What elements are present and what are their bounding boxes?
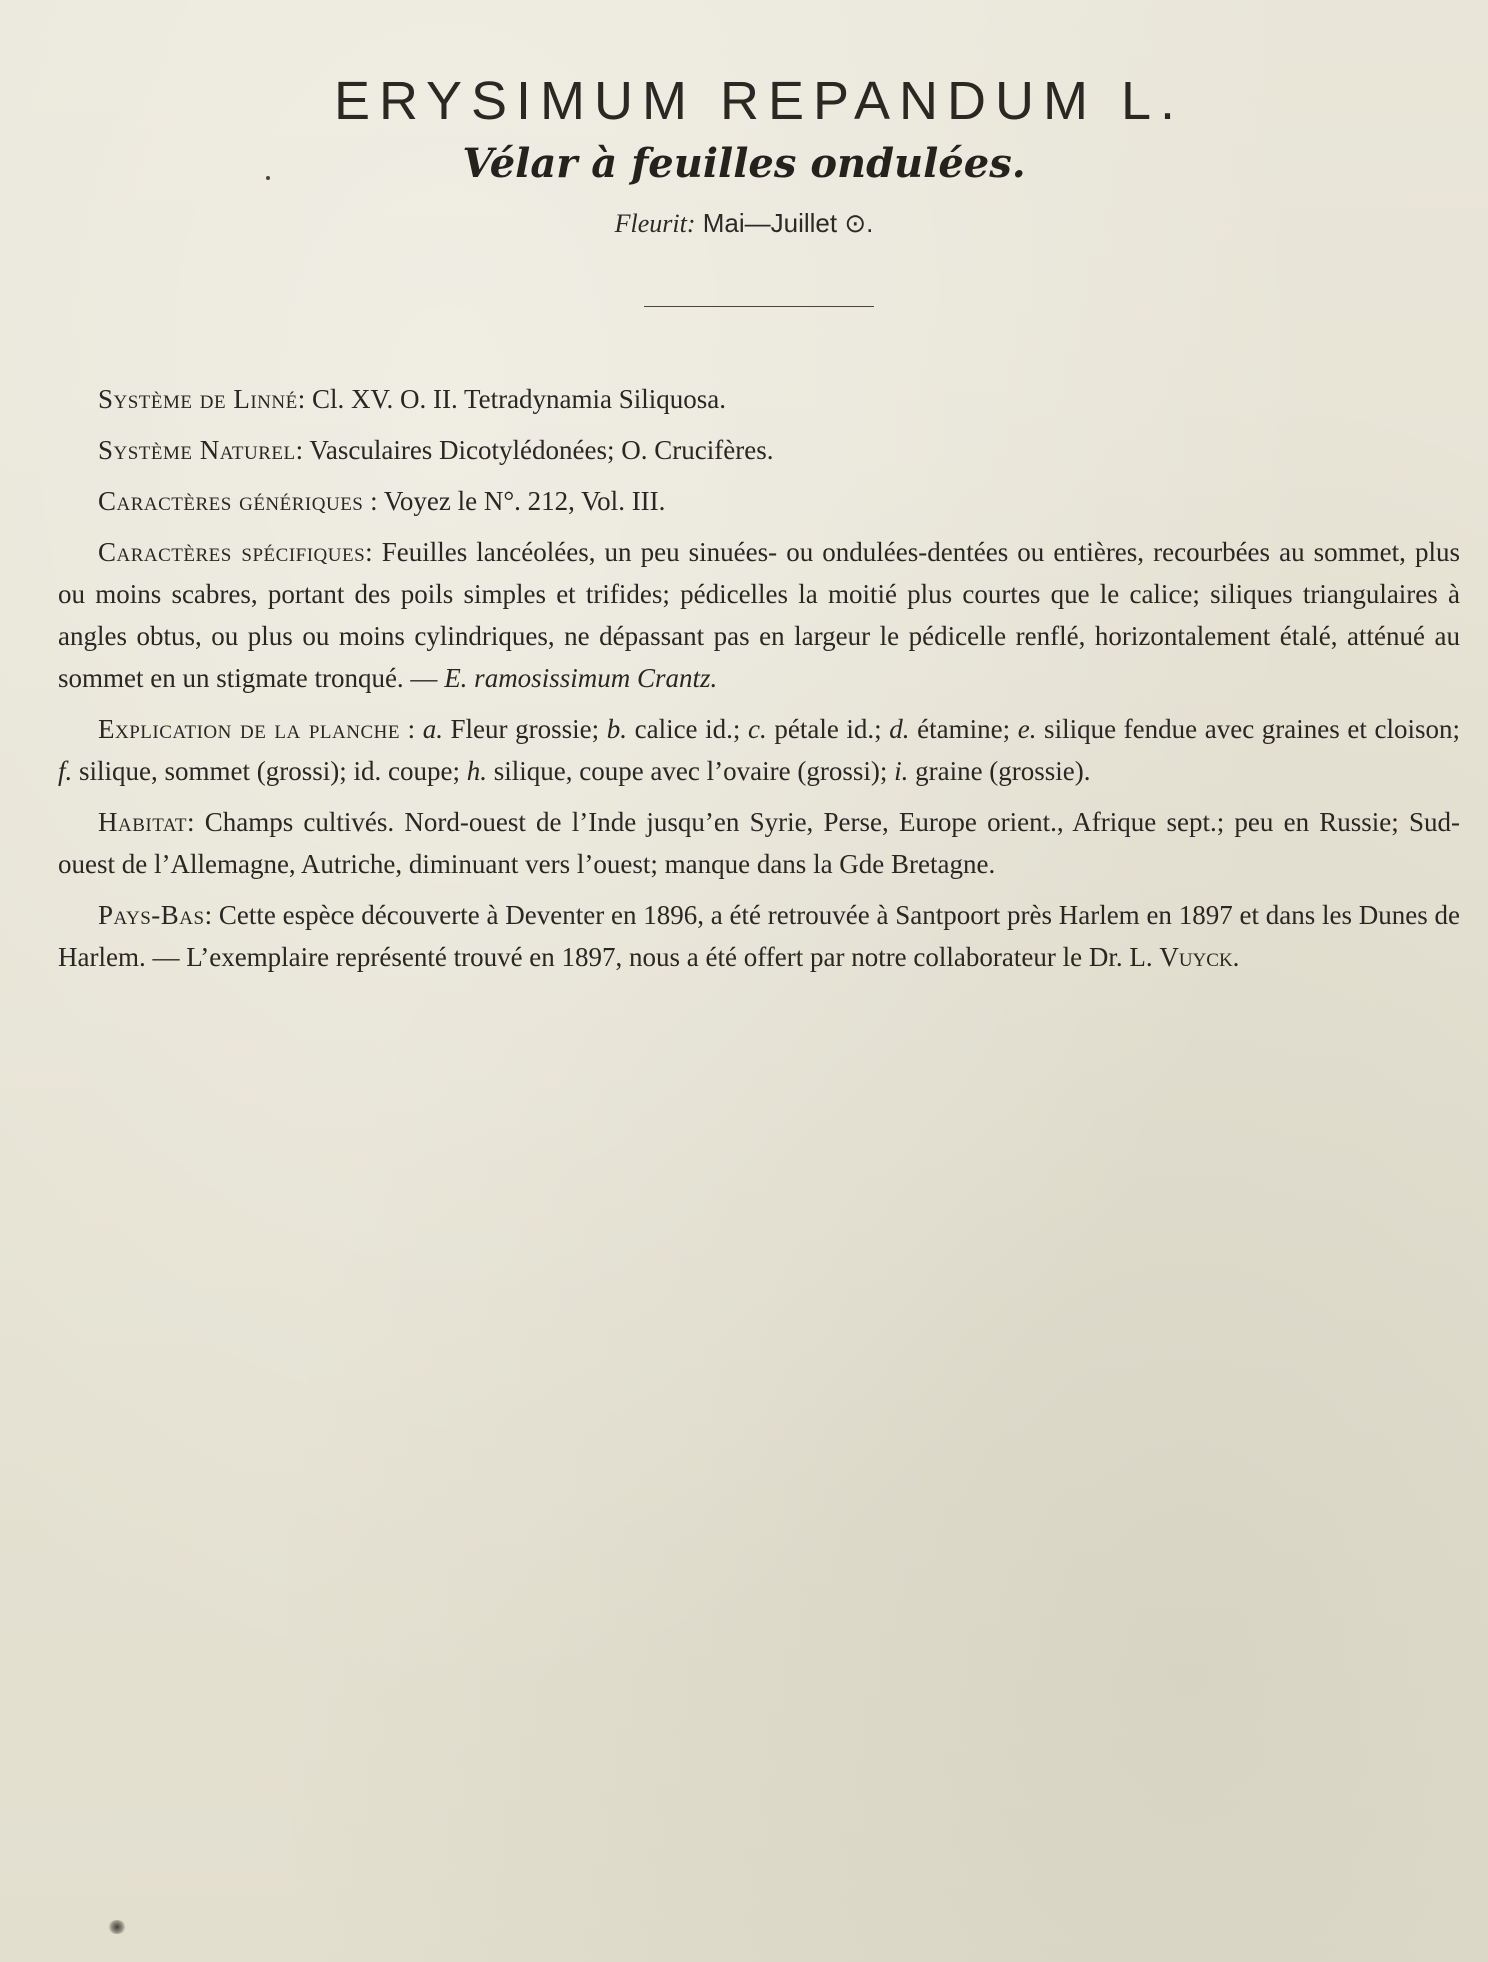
description-body [58,378,1460,987]
figure-key: a. [422,714,443,744]
flowering-period [0,208,1488,239]
flowering-label: Fleurit: [614,209,696,238]
entry-label: Caractères spécifiques [98,537,366,567]
entry-generiques [58,480,1460,522]
entry-pays-bas [58,894,1460,978]
entry-label: Caractères génériques [98,486,364,516]
entry-habitat [58,801,1460,885]
entry-linne [58,378,1460,420]
flowering-value: Mai—Juillet ⊙. [702,208,874,238]
collaborator-name: Vuyck [1159,942,1233,972]
entry-label: Habitat [98,807,188,837]
synonym: E. ramosissimum Crantz. [444,663,718,693]
figure-desc: silique, coupe avec l’ovaire (grossi); [486,756,895,786]
ink-smudge [108,1920,126,1934]
entry-label: Explication de la planche [98,714,400,744]
page-title [0,70,1488,132]
title-divider [644,306,874,307]
figure-desc: graine (grossie). [908,756,1091,786]
figure-key: b. [606,714,627,744]
figure-desc: Fleur grossie; [442,714,607,744]
entry-text: : Feuilles lancéolées, un peu sinuées- ou ondulées-dentées ou entières, recourbées au sommet, plus ou moins scabres, portant des poils simples et trifides; pédicelles la moitié plus courtes que le calice; siliques triangulaires à angles obtus, ou plus ou moins cylindriques, ne dépassant pas en largeur le pédicelle renflé, horizontalement étalé, atténué au sommet en un stigmate tronqué. — [58,537,1460,693]
entry-colon: : [399,714,423,744]
entry-specifiques [58,531,1460,699]
entry-text: : Voyez le N°. 212, Vol. III. [363,486,666,516]
entry-naturel [58,429,1460,471]
entry-label: Pays-Bas [98,900,205,930]
entry-end: . [1232,942,1240,972]
page-subtitle: Vélar à feuilles ondulées. [462,140,1026,187]
figure-desc: silique fendue avec graines et cloison; [1036,714,1460,744]
figure-desc: étamine; [909,714,1018,744]
figure-desc: silique, sommet (grossi); id. coupe; [72,756,467,786]
entry-text: : Cette espèce découverte à Deventer en 1896, a été retrouvée à Santpoort près Harlem en 1897 et dans les Dunes de Harlem. — L’exemplaire représenté trouvé en 1897, nous a été offert par notre collaborateur le Dr. L. [58,900,1460,972]
entry-label: Système Naturel [98,435,296,465]
figure-desc: calice id.; [627,714,749,744]
figure-desc: pétale id.; [766,714,890,744]
figure-key: i. [894,756,909,786]
figure-key: d. [889,714,910,744]
entry-text: : Champs cultivés. Nord-ouest de l’Inde jusqu’en Syrie, Perse, Europe orient., Afrique sept.; peu en Russie; Sud-ouest de l’Allemagne, Autriche, diminuant vers l’ouest; manque dans la Gde Bretagne. [58,807,1460,879]
entry-label: Système de Linné [98,384,298,414]
title-text: ERYSIMUM REPANDUM L. [333,71,1185,131]
figure-key: f. [58,756,73,786]
figure-key: c. [748,714,767,744]
figure-key: h. [466,756,487,786]
entry-text: : Vasculaires Dicotylédonées; O. Crucifères. [295,435,774,465]
entry-text: : Cl. XV. O. II. Tetradynamia Siliquosa. [297,384,727,414]
entry-planche [58,708,1460,792]
figure-key: e. [1017,714,1037,744]
